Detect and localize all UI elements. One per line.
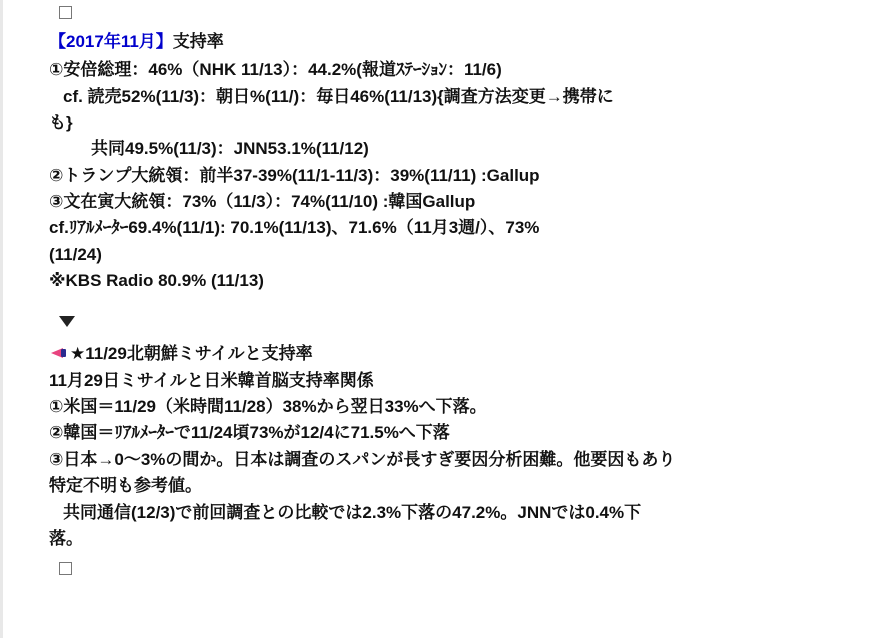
checkbox-top-icon[interactable] bbox=[59, 6, 72, 19]
section1-line-4: 共同49.5%(11/3)：JNN53.1%(11/12) bbox=[91, 139, 369, 159]
section1-line-3: も} bbox=[49, 113, 73, 133]
document-content bbox=[3, 0, 886, 575]
section2-title-line bbox=[49, 341, 872, 367]
section2-line-2: ②韓国＝ﾘｱﾙﾒｰﾀｰで11/24頃73%が12/4に71.5%へ下落 bbox=[49, 423, 450, 443]
section1-line-1: ①安倍総理：46%（NHK 11/13）：44.2%(報道ｽﾃｰｼｮﾝ：11/6) bbox=[49, 60, 502, 80]
section1-line-9: ※KBS Radio 80.9% (11/13) bbox=[49, 271, 264, 291]
section1-line-5: ②トランプ大統領：前半37-39%(11/1-11/3)：39%(11/11) :Gallup bbox=[49, 165, 540, 185]
section1-line-7: cf.ﾘｱﾙﾒｰﾀｰ69.4%(11/1): 70.1%(11/13)、71.6%（11月3週/）、73% bbox=[49, 218, 540, 238]
section-2 bbox=[49, 341, 872, 552]
section1-line-2: cf. 読売52%(11/3)：朝日%(11/)：毎日46%(11/13){調査方法変更→携帯に bbox=[63, 86, 614, 106]
checkbox-bottom-icon[interactable] bbox=[59, 562, 72, 575]
section1-line-6: ③文在寅大統領：73%（11/3）：74%(11/10) :韓国Gallup bbox=[49, 192, 476, 212]
section2-line-5: 共同通信(12/3)で前回調査との比較では2.3%下落の47.2%。JNNでは0.4%下 bbox=[63, 502, 642, 522]
heading-bracket-text: 【2017年11月】 bbox=[49, 32, 173, 51]
section2-title-text: ★11/29北朝鮮ミサイルと支持率 bbox=[70, 344, 313, 364]
section-1-heading bbox=[49, 29, 872, 55]
section-spacer bbox=[49, 294, 872, 310]
section1-line-8: (11/24) bbox=[49, 244, 102, 264]
collapse-triangle-icon[interactable] bbox=[59, 316, 75, 327]
section2-line-4: 特定不明も参考値。 bbox=[49, 476, 202, 496]
section2-line-6: 落。 bbox=[49, 528, 83, 548]
section2-line-1: ①米国＝11/29（米時間11/28）38%から翌日33%へ下落。 bbox=[49, 397, 487, 417]
section2-subtitle: 11月29日ミサイルと日米韓首脳支持率関係 bbox=[49, 370, 374, 390]
heading-rest-text: 支持率 bbox=[172, 32, 224, 51]
megaphone-icon bbox=[49, 346, 68, 361]
section2-line-3: ③日本→0〜3%の間か。日本は調査のスパンが長すぎ要因分析困難。他要因もあり bbox=[49, 449, 676, 469]
